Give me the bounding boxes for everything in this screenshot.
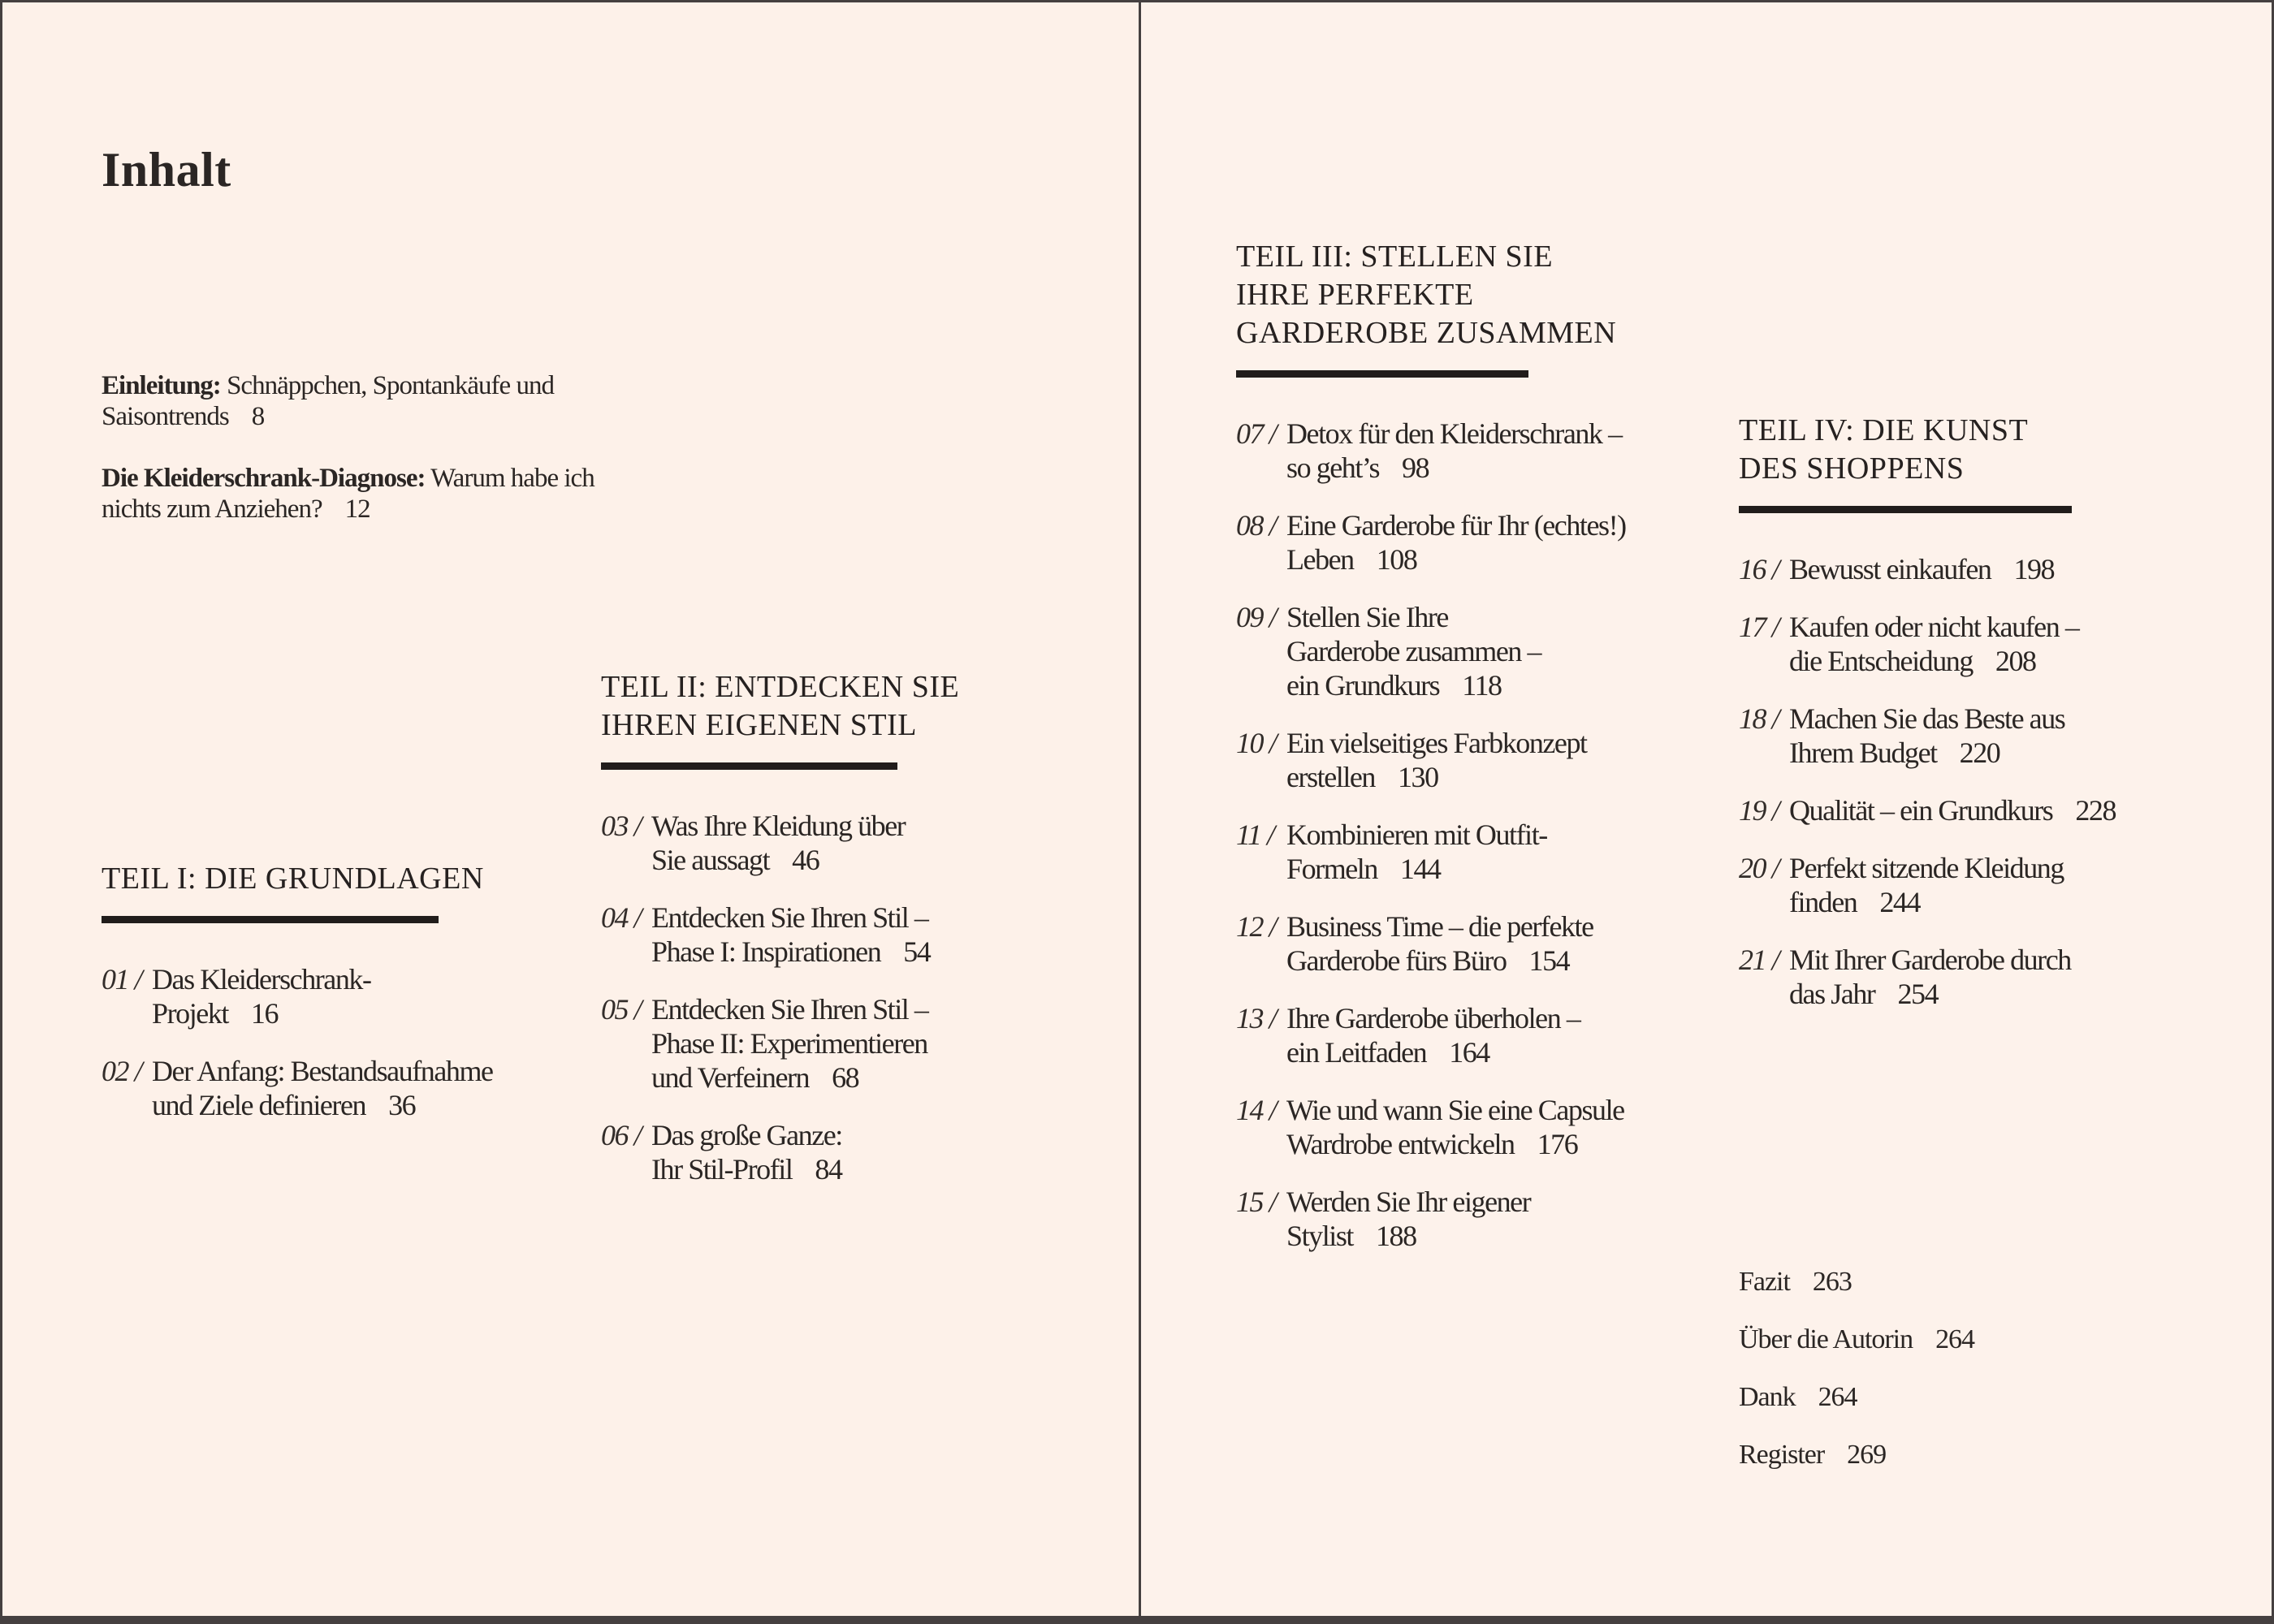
section-heading-line: TEIL II: ENTDECKEN SIE	[601, 670, 960, 704]
toc-item-line: Leben	[1286, 543, 1354, 576]
intro-entry	[102, 370, 621, 432]
toc-item	[1236, 1185, 1740, 1253]
toc-item-title	[1286, 417, 1740, 485]
toc-item	[1236, 1093, 1740, 1161]
toc-item-page: 254	[1897, 978, 1939, 1010]
toc-item-line: Wie und wann Sie eine Capsule	[1286, 1094, 1624, 1126]
toc-item-page: 118	[1462, 669, 1502, 702]
intro-text: Warum habe ich	[425, 464, 594, 493]
toc-item-title	[1789, 552, 2259, 586]
backmatter-block	[1739, 1265, 2194, 1496]
toc-item-line: Werden Sie Ihr eigener	[1286, 1186, 1531, 1218]
toc-item-page: 198	[2013, 553, 2055, 585]
toc-item-line: Ein vielseitiges Farbkonzept	[1286, 727, 1587, 759]
section-heading-line: GARDEROBE ZUSAMMEN	[1236, 316, 1617, 350]
section-heading-line: DES SHOPPENS	[1739, 451, 1965, 486]
toc-item-page: 46	[792, 844, 819, 876]
toc-item-line: Garderobe zusammen –	[1286, 635, 1541, 667]
toc-item-title	[1286, 726, 1740, 794]
backmatter-entry	[1739, 1438, 2194, 1472]
toc-item-line: Wardrobe entwickeln	[1286, 1128, 1515, 1160]
backmatter-entry	[1739, 1380, 2194, 1415]
section-heading	[601, 668, 1105, 745]
section-rule	[1236, 370, 1528, 378]
intro-text-line2: Saisontrends	[102, 402, 229, 431]
toc-item-page: 164	[1449, 1036, 1489, 1069]
toc-item-line: Bewusst einkaufen	[1789, 553, 1991, 585]
toc-item-number: 17 /	[1739, 611, 1779, 643]
toc-item-line: das Jahr	[1789, 978, 1875, 1010]
toc-item-title	[651, 992, 1105, 1095]
backmatter-label: Register	[1739, 1440, 1825, 1470]
toc-item	[1236, 1001, 1740, 1069]
toc-item-page: 108	[1376, 543, 1417, 576]
toc-item-number: 10 /	[1236, 727, 1277, 759]
section-items	[102, 962, 605, 1122]
toc-item-page: 84	[815, 1153, 842, 1186]
toc-item-line: Kaufen oder nicht kaufen –	[1789, 611, 2079, 643]
toc-item-line: Formeln	[1286, 853, 1377, 885]
toc-item-line: ein Leitfaden	[1286, 1036, 1427, 1069]
section-rule	[601, 762, 897, 770]
toc-item-number: 04 /	[601, 901, 642, 934]
toc-item	[601, 992, 1105, 1095]
toc-item-line: Stylist	[1286, 1220, 1353, 1252]
toc-item-number: 14 /	[1236, 1094, 1277, 1126]
toc-item	[1739, 702, 2259, 770]
toc-item-title	[1286, 1185, 1740, 1253]
toc-item-number: 19 /	[1739, 794, 1779, 827]
toc-item	[102, 962, 605, 1030]
toc-item-line: Detox für den Kleiderschrank –	[1286, 417, 1622, 450]
toc-item-line: Ihr Stil-Profil	[651, 1153, 793, 1186]
toc-item-line: Stellen Sie Ihre	[1286, 601, 1448, 633]
toc-item-line: Qualität – ein Grundkurs	[1789, 794, 2053, 827]
toc-item-title	[1789, 943, 2259, 1011]
intro-page-number: 12	[344, 495, 370, 524]
toc-item-title	[1286, 1001, 1740, 1069]
toc-item-number: 16 /	[1739, 553, 1779, 585]
toc-item-number: 18 /	[1739, 702, 1779, 735]
toc-item-page: 98	[1402, 451, 1429, 484]
toc-item	[1739, 851, 2259, 919]
backmatter-page: 264	[1935, 1324, 1975, 1354]
toc-item-number: 21 /	[1739, 944, 1779, 976]
toc-item-line: Das große Ganze:	[651, 1119, 842, 1151]
toc-item-title	[152, 962, 605, 1030]
toc-item	[1739, 943, 2259, 1011]
toc-item	[1236, 508, 1740, 577]
section-teil-4	[1739, 412, 2259, 1034]
backmatter-page: 264	[1818, 1382, 1857, 1412]
toc-item-line: Der Anfang: Bestandsaufnahme	[152, 1055, 493, 1087]
intro-entry	[102, 463, 621, 525]
toc-item-line: Entdecken Sie Ihren Stil –	[651, 901, 928, 934]
toc-item-number: 01 /	[102, 963, 142, 996]
toc-item	[601, 901, 1105, 969]
toc-item	[1236, 726, 1740, 794]
toc-item-line: und Ziele definieren	[152, 1089, 366, 1121]
toc-item-title	[1286, 600, 1740, 702]
toc-item-title	[1789, 793, 2259, 827]
section-rule	[1739, 506, 2072, 513]
toc-item-page: 36	[388, 1089, 416, 1121]
toc-item-page: 176	[1537, 1128, 1578, 1160]
toc-item-page: 208	[1995, 645, 2036, 677]
toc-item	[1739, 552, 2259, 586]
toc-item-number: 03 /	[601, 810, 642, 842]
toc-item-line: finden	[1789, 886, 1857, 918]
toc-item-line: Kombinieren mit Outfit-	[1286, 818, 1547, 851]
toc-item-title	[651, 1118, 1105, 1186]
toc-item-line: Ihrem Budget	[1789, 736, 1937, 769]
toc-item	[102, 1054, 605, 1122]
toc-item-number: 20 /	[1739, 852, 1779, 884]
toc-item-line: Phase II: Experimentieren	[651, 1027, 927, 1060]
toc-item-page: 244	[1879, 886, 1921, 918]
toc-item-title	[1286, 508, 1740, 577]
intro-label: Die Kleiderschrank-Diagnose:	[102, 464, 426, 493]
page-gutter-divider	[1139, 2, 1141, 1616]
section-heading-line: TEIL IV: DIE KUNST	[1739, 413, 2029, 447]
toc-item-number: 06 /	[601, 1119, 642, 1151]
toc-item-number: 07 /	[1236, 417, 1277, 450]
toc-item-line: Garderobe fürs Büro	[1286, 944, 1507, 977]
toc-item-title	[1286, 1093, 1740, 1161]
toc-item-number: 09 /	[1236, 601, 1277, 633]
toc-item-line: Business Time – die perfekte	[1286, 910, 1593, 943]
section-heading	[1236, 238, 1740, 352]
toc-item-title	[651, 901, 1105, 969]
toc-item-line: erstellen	[1286, 761, 1375, 793]
section-teil-3	[1236, 238, 1740, 1276]
toc-item-line: Sie aussagt	[651, 844, 770, 876]
toc-item-page: 154	[1528, 944, 1570, 977]
toc-item-line: Machen Sie das Beste aus	[1789, 702, 2065, 735]
intro-text-line2: nichts zum Anziehen?	[102, 495, 322, 524]
toc-item-page: 54	[903, 935, 931, 968]
toc-item-number: 05 /	[601, 993, 642, 1026]
section-teil-2	[601, 668, 1105, 1210]
section-heading	[102, 860, 605, 898]
section-items	[1739, 552, 2259, 1011]
toc-item-line: Das Kleiderschrank-	[152, 963, 371, 996]
section-heading-line: TEIL III: STELLEN SIE	[1236, 240, 1554, 274]
backmatter-label: Dank	[1739, 1382, 1796, 1412]
toc-item-line: und Verfeinern	[651, 1061, 810, 1094]
toc-item-number: 08 /	[1236, 509, 1277, 542]
backmatter-page: 263	[1812, 1267, 1852, 1297]
toc-item-line: Ihre Garderobe überholen –	[1286, 1002, 1580, 1034]
toc-item-title	[152, 1054, 605, 1122]
intro-block	[102, 370, 621, 555]
section-rule	[102, 916, 439, 923]
backmatter-page: 269	[1847, 1440, 1887, 1470]
toc-item-page: 220	[1959, 736, 2000, 769]
toc-item-title	[1789, 610, 2259, 678]
toc-item	[1739, 610, 2259, 678]
toc-item-number: 13 /	[1236, 1002, 1277, 1034]
section-teil-1	[102, 860, 605, 1146]
toc-item-line: Projekt	[152, 997, 228, 1030]
toc-item-title	[651, 809, 1105, 877]
toc-item-number: 02 /	[102, 1055, 142, 1087]
toc-item-line: Entdecken Sie Ihren Stil –	[651, 993, 928, 1026]
toc-item	[601, 1118, 1105, 1186]
toc-item-line: Was Ihre Kleidung über	[651, 810, 906, 842]
toc-item	[1236, 818, 1740, 886]
section-heading-line: TEIL I: DIE GRUNDLAGEN	[102, 862, 484, 896]
backmatter-entry	[1739, 1323, 2194, 1357]
backmatter-entry	[1739, 1265, 2194, 1299]
toc-item-line: die Entscheidung	[1789, 645, 1973, 677]
toc-item	[1739, 793, 2259, 827]
toc-item-line: ein Grundkurs	[1286, 669, 1440, 702]
toc-item-line: so geht’s	[1286, 451, 1380, 484]
toc-item-page: 68	[832, 1061, 859, 1094]
toc-item-line: Eine Garderobe für Ihr (echtes!)	[1286, 509, 1626, 542]
section-heading-line: IHRE PERFEKTE	[1236, 278, 1474, 312]
toc-item	[1236, 417, 1740, 485]
toc-item	[601, 809, 1105, 877]
backmatter-label: Über die Autorin	[1739, 1324, 1913, 1354]
toc-item	[1236, 600, 1740, 702]
toc-item-page: 228	[2075, 794, 2116, 827]
toc-item-number: 12 /	[1236, 910, 1277, 943]
toc-item	[1236, 909, 1740, 978]
section-items	[601, 809, 1105, 1186]
toc-item-page: 144	[1399, 853, 1441, 885]
toc-item-line: Phase I: Inspirationen	[651, 935, 881, 968]
section-heading-line: IHREN EIGENEN STIL	[601, 708, 917, 742]
toc-item-title	[1789, 702, 2259, 770]
toc-item-number: 11 /	[1236, 818, 1274, 851]
toc-item-title	[1286, 909, 1740, 978]
toc-item-number: 15 /	[1236, 1186, 1277, 1218]
toc-item-page: 188	[1375, 1220, 1416, 1252]
section-items	[1236, 417, 1740, 1253]
page-title: Inhalt	[102, 143, 231, 197]
toc-item-title	[1789, 851, 2259, 919]
toc-item-line: Perfekt sitzende Kleidung	[1789, 852, 2064, 884]
backmatter-label: Fazit	[1739, 1267, 1790, 1297]
intro-text: Schnäppchen, Spontankäufe und	[220, 371, 555, 400]
toc-item-page: 16	[250, 997, 279, 1030]
intro-page-number: 8	[251, 402, 265, 431]
intro-label: Einleitung:	[102, 371, 221, 400]
toc-item-title	[1286, 818, 1740, 886]
toc-item-page: 130	[1397, 761, 1438, 793]
section-heading	[1739, 412, 2259, 488]
toc-item-line: Mit Ihrer Garderobe durch	[1789, 944, 2071, 976]
